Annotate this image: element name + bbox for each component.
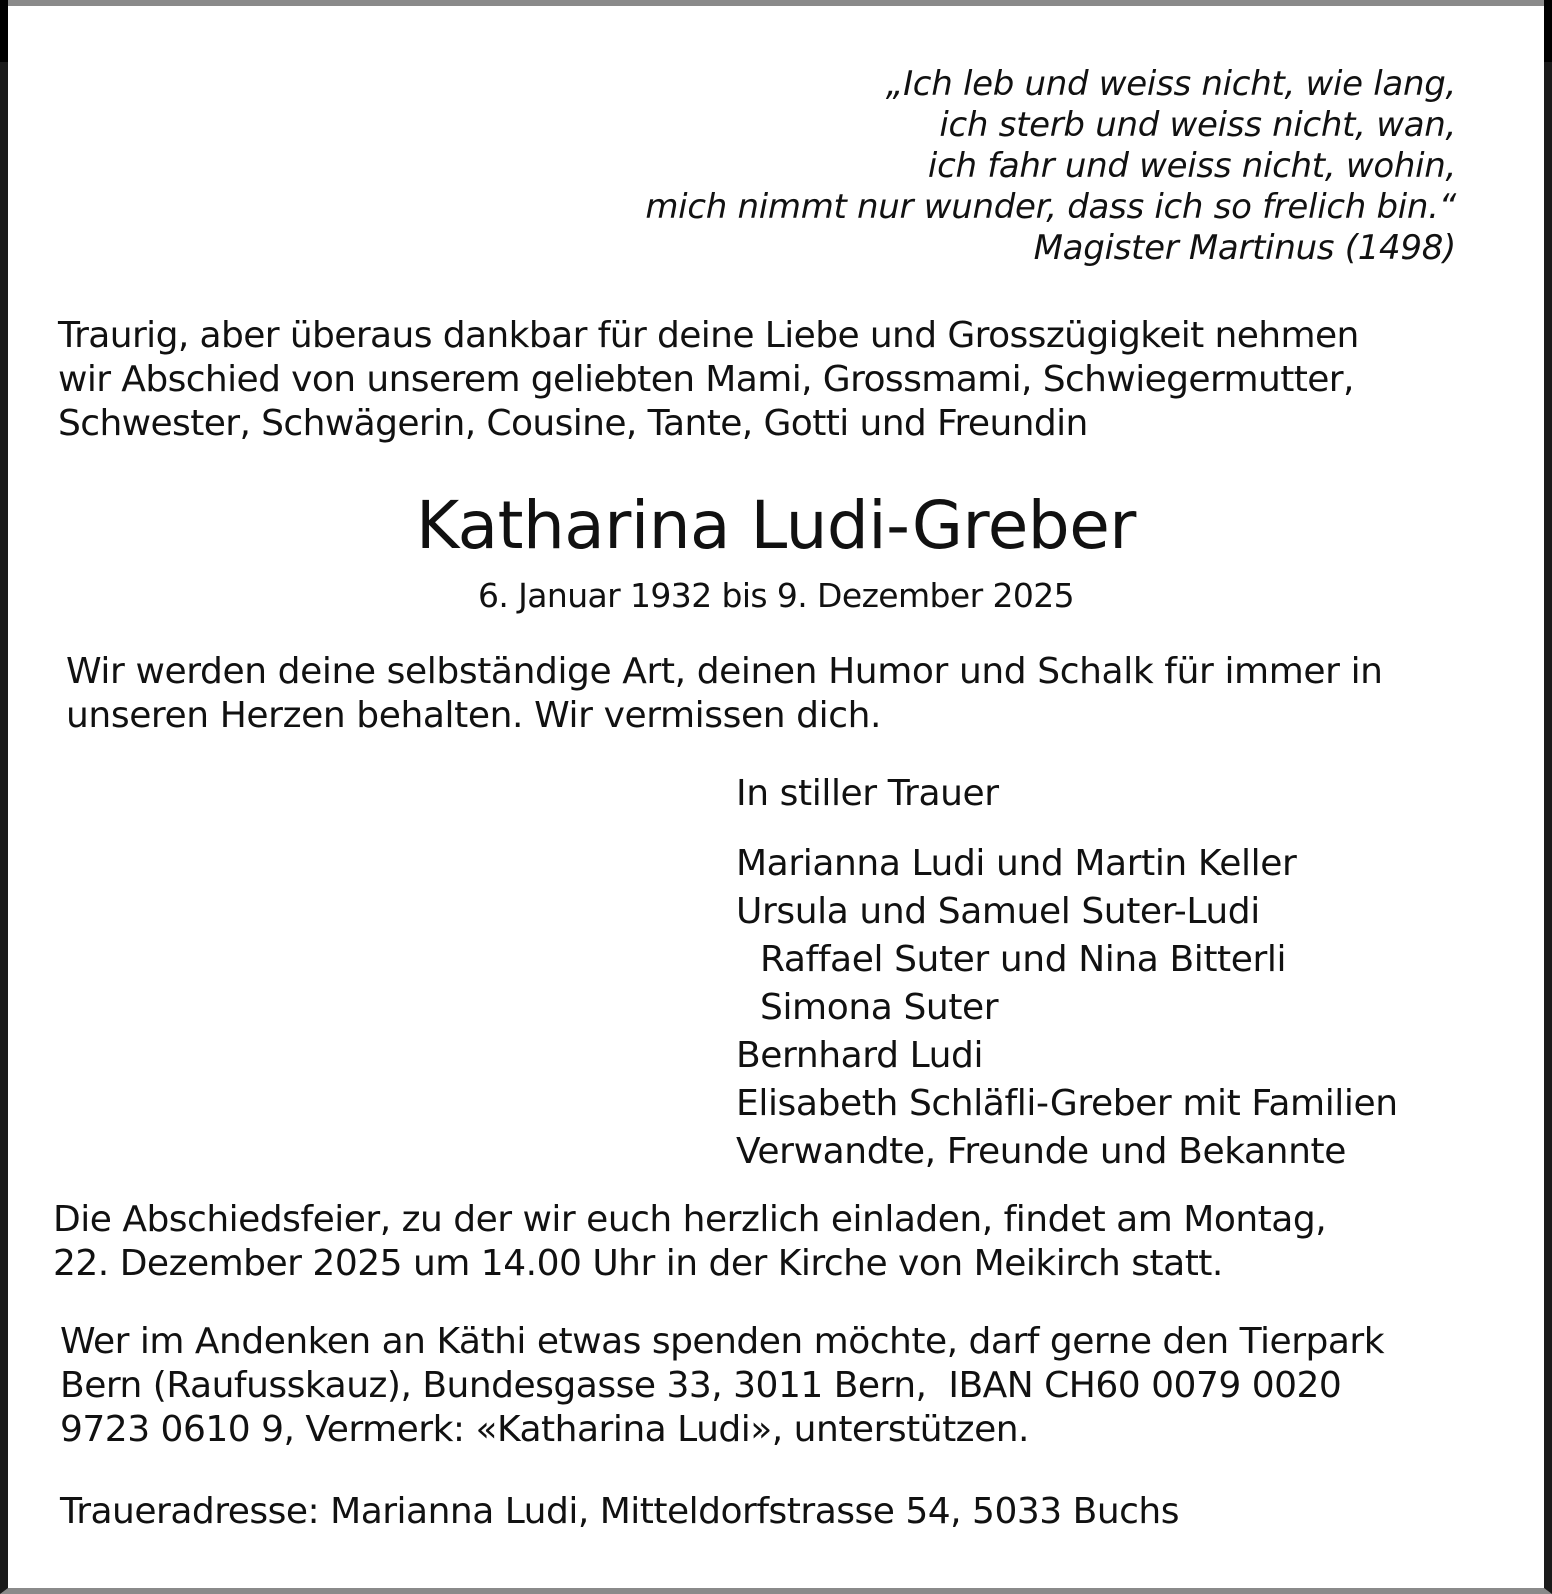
mourner-list	[736, 840, 1398, 1176]
memory-line: unseren Herzen behalten. Wir vermissen dich.	[66, 695, 882, 736]
intro-line: Schwester, Schwägerin, Cousine, Tante, Gotti und Freundin	[58, 403, 1088, 444]
quote-line: mich nimmt nur wunder, dass ich so frelich bin.“	[645, 187, 1456, 227]
ceremony-line: 22. Dezember 2025 um 14.00 Uhr in der Kirche von Meikirch statt.	[53, 1243, 1223, 1284]
mourner-name: Ursula und Samuel Suter-Ludi	[736, 891, 1260, 932]
ceremony-text	[53, 1198, 1326, 1286]
donation-line: Bern (Raufusskauz), Bundesgasse 33, 3011 Bern, IBAN CH60 0079 0020	[60, 1365, 1342, 1406]
mourner-name: Raffael Suter und Nina Bitterli	[760, 939, 1287, 980]
border-corner-right	[1544, 0, 1552, 62]
border-corner-left	[0, 0, 8, 62]
quote-line: ich sterb und weiss nicht, wan,	[939, 105, 1456, 145]
life-dates: 6. Januar 1932 bis 9. Dezember 2025	[477, 576, 1075, 615]
deceased-name: Katharina Ludi-Greber	[416, 487, 1136, 564]
mourner-name: Bernhard Ludi	[736, 1035, 984, 1076]
mourner-name: Elisabeth Schläfli-Greber mit Familien	[736, 1083, 1398, 1124]
memory-line: Wir werden deine selbständige Art, deinen Humor und Schalk für immer in	[66, 651, 1383, 692]
mourning-heading: In stiller Trauer	[736, 773, 999, 814]
mourner-name: Verwandte, Freunde und Bekannte	[736, 1131, 1346, 1172]
intro-line: Traurig, aber überaus dankbar für deine Liebe und Grosszügigkeit nehmen	[58, 315, 1359, 356]
donation-line: 9723 0610 9, Vermerk: «Katharina Ludi», unterstützen.	[60, 1409, 1029, 1450]
donation-text	[60, 1320, 1384, 1452]
mourner-name: Marianna Ludi und Martin Keller	[736, 843, 1297, 884]
quote-line: „Ich leb und weiss nicht, wie lang,	[885, 64, 1456, 104]
intro-text	[58, 314, 1359, 446]
quote-block	[645, 64, 1456, 269]
quote-line: ich fahr und weiss nicht, wohin,	[927, 146, 1456, 186]
memory-text	[66, 650, 1383, 738]
mourner-name: Simona Suter	[760, 987, 999, 1028]
mourning-address: Traueradresse: Marianna Ludi, Mitteldorfstrasse 54, 5033 Buchs	[60, 1491, 1179, 1532]
ceremony-line: Die Abschiedsfeier, zu der wir euch herzlich einladen, findet am Montag,	[53, 1199, 1327, 1240]
quote-author: Magister Martinus (1498)	[1033, 228, 1456, 268]
intro-line: wir Abschied von unserem geliebten Mami, Grossmami, Schwiegermutter,	[58, 359, 1354, 400]
donation-line: Wer im Andenken an Käthi etwas spenden möchte, darf gerne den Tierpark	[60, 1321, 1385, 1362]
